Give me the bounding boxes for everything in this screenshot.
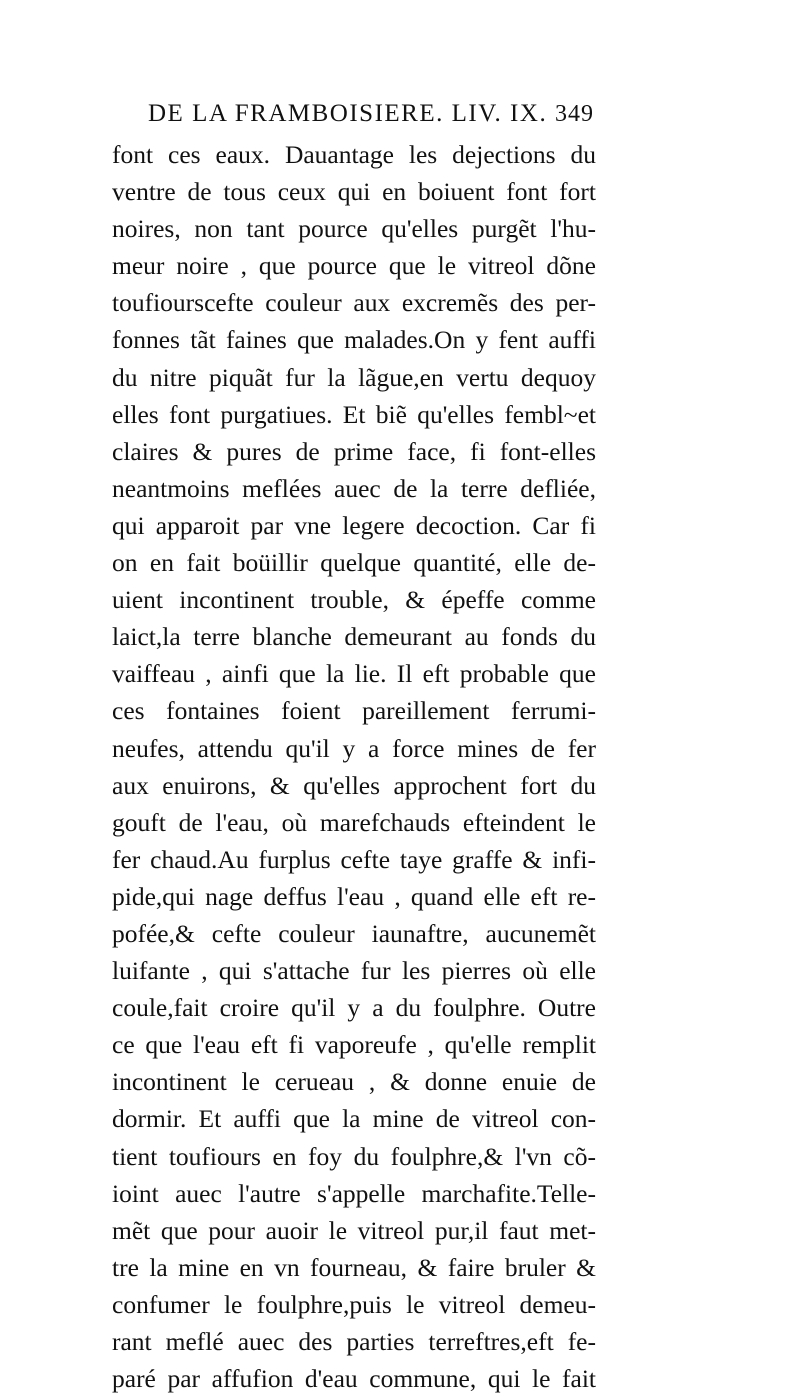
text-line: meur noire , que pource que le vitreol dõne <box>112 251 596 281</box>
text-line: mẽt que pour auoir le vitreol pur,il faut met- <box>112 1215 596 1245</box>
text-line: aux enuirons, & qu'elles approchent fort du <box>112 770 596 800</box>
text-line: paré par affufion d'eau commune, qui le fait <box>112 1364 596 1394</box>
text-line: du nitre piquãt fur la lãgue,en vertu dequoy <box>112 362 596 392</box>
text-line: claires & pures de prime face, fi font-elles <box>112 436 596 466</box>
text-line: incontinent le cerueau , & donne enuie de <box>112 1067 596 1097</box>
text-line: neufes, attendu qu'il y a force mines de fer <box>112 733 596 763</box>
running-head-title: DE LA FRAMBOISIERE. LIV. IX. <box>148 100 548 127</box>
text-line: confumer le foulphre,puis le vitreol demeu- <box>112 1289 596 1319</box>
text-line: font ces eaux. Dauantage les dejections du <box>112 140 596 169</box>
text-line: coule,fait croire qu'il y a du foulphre. Outre <box>112 993 596 1023</box>
text-line: uient incontinent trouble, & épeffe comme <box>112 585 596 615</box>
text-line: laict,la terre blanche demeurant au fonds du <box>112 622 596 652</box>
text-line: gouft de l'eau, où marefchauds efteindent le <box>112 807 596 837</box>
text-line: toufiourscefte couleur aux excremẽs des per- <box>112 288 596 318</box>
text-line: noires, non tant pource qu'elles purgẽt l'hu- <box>112 214 596 244</box>
running-head <box>148 100 594 140</box>
text-line: qui apparoit par vne legere decoction. Car fi <box>112 510 596 540</box>
text-line: pofée,& cefte couleur iaunaftre, aucunemẽt <box>112 918 596 948</box>
text-line: dormir. Et auffi que la mine de vitreol con- <box>112 1104 596 1134</box>
text-line: ce que l'eau eft fi vaporeufe , qu'elle remplit <box>112 1030 596 1060</box>
text-line: vaiffeau , ainfi que la lie. Il eft probable que <box>112 659 596 689</box>
text-line: fonnes tãt faines que malades.On y fent auffi <box>112 325 596 355</box>
text-line: ces fontaines foient pareillement ferrumi- <box>112 696 596 726</box>
text-line: ventre de tous ceux qui en boiuent font fort <box>112 177 596 207</box>
text-line: tient toufiours en foy du foulphre,& l'vn cõ- <box>112 1141 596 1171</box>
text-line: elles font purgatiues. Et biẽ qu'elles fembl~et <box>112 399 596 429</box>
body-text <box>112 136 596 1394</box>
text-line: neantmoins meflées auec de la terre defliée, <box>112 473 596 503</box>
text-line: tre la mine en vn fourneau, & faire bruler & <box>112 1252 596 1282</box>
text-line: fer chaud.Au furplus cefte taye graffe & infi- <box>112 844 596 874</box>
text-line: luifante , qui s'attache fur les pierres où elle <box>112 956 596 986</box>
text-line: ioint auec l'autre s'appelle marchafite.Telle- <box>112 1178 596 1208</box>
page-number: 349 <box>555 101 594 127</box>
text-line: rant meflé auec des parties terreftres,eft fe- <box>112 1327 596 1356</box>
text-line: pide,qui nage deffus l'eau , quand elle eft re- <box>112 881 596 911</box>
text-line: on en fait boüillir quelque quantité, elle de- <box>112 548 596 578</box>
